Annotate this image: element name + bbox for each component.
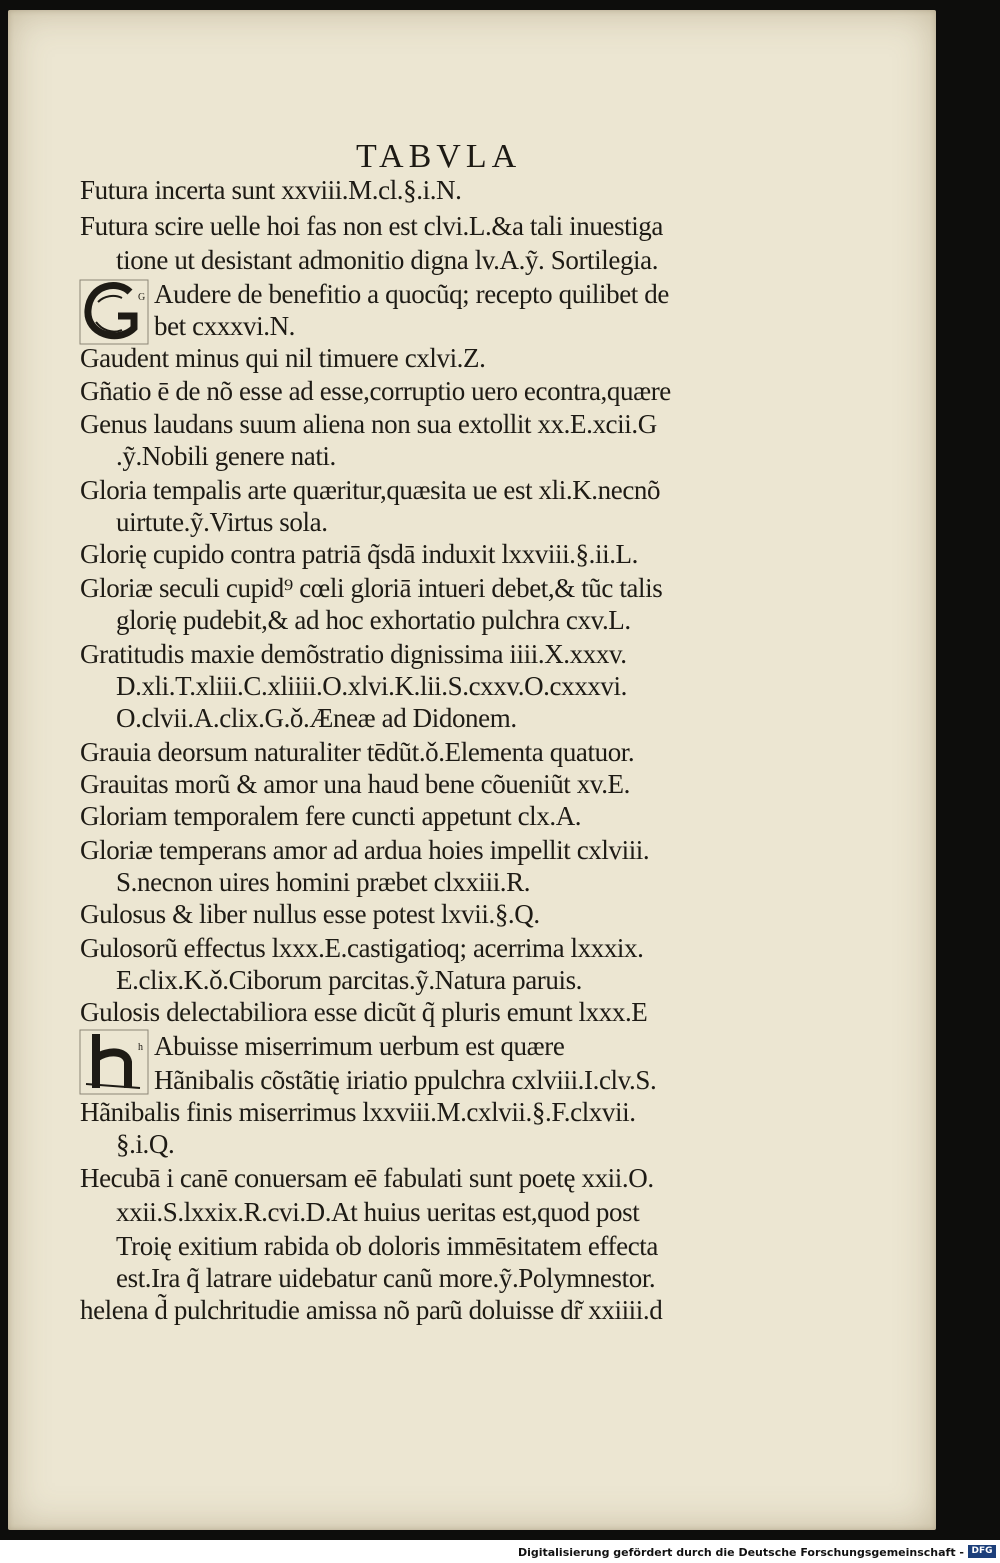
- text-line: E.clix.K.ǒ.Ciborum parcitas.ỹ.Natura paruis.: [116, 965, 583, 995]
- text-line: tione ut desistant admonitio digna lv.A.ỹ. Sortilegia.: [116, 245, 659, 275]
- text-line: xxii.S.lxxix.R.cvi.D.At huius ueritas est,quod post: [116, 1197, 640, 1227]
- text-line: Gñatio ē de nõ esse ad esse,corruptio uero econtra,quære: [80, 376, 671, 406]
- text-line: glorię pudebit,& ad hoc exhortatio pulchra cxv.L.: [116, 605, 631, 635]
- text-line: bet cxxxvi.N.: [154, 311, 296, 341]
- text-line: D.xli.T.xliii.C.xliiii.O.xlvi.K.lii.S.cxxv.O.cxxxvi.: [116, 671, 627, 701]
- text-line: Hãnibalis finis miserrimus lxxviii.M.cxlvii.§.F.clxvii.: [80, 1097, 636, 1127]
- text-line: est.Ira q̃ latrare uidebatur canũ more.ỹ.Polymnestor.: [116, 1263, 656, 1293]
- text-line: Troię exitium rabida ob doloris immēsitatem effecta: [116, 1231, 658, 1261]
- text-line: Gulosis delectabiliora esse dicũt q̃ pluris emunt lxxx.E: [80, 997, 648, 1027]
- text-line: Futura scire uelle hoi fas non est clvi.L.&a tali inuestiga: [80, 211, 663, 241]
- initial-h-icon: [78, 1028, 150, 1096]
- text-line: S.necnon uires homini præbet clxxiii.R.: [116, 867, 531, 897]
- page-title: TABVLA: [356, 138, 522, 175]
- dfg-logo: DFG: [968, 1545, 996, 1558]
- text-line: uirtute.ỹ.Virtus sola.: [116, 507, 328, 537]
- text-line: Gloriæ temperans amor ad ardua hoies impellit cxlviii.: [80, 835, 650, 865]
- text-line: Genus laudans suum aliena non sua extollit xx.E.xcii.G: [80, 409, 657, 439]
- initial-g-text: G: [138, 292, 146, 303]
- text-line: Abuisse miserrimum uerbum est quære: [154, 1031, 565, 1061]
- text-line: .ỹ.Nobili genere nati.: [116, 441, 336, 471]
- text-line: Gloriæ seculi cupid⁹ cœli gloriā intueri debet,& tũc talis: [80, 573, 663, 603]
- text-line: Gulosorũ effectus lxxx.E.castigatioq; acerrima lxxxix.: [80, 933, 644, 963]
- text-line: Glorię cupido contra patriā q̃sdā induxit lxxviii.§.ii.L.: [80, 539, 638, 569]
- text-line: Gulosus & liber nullus esse potest lxvii.§.Q.: [80, 899, 540, 929]
- text-line: Hecubā i canē conuersam eē fabulati sunt poetę xxii.O.: [80, 1163, 654, 1193]
- text-line: Gloria tempalis arte quæritur,quæsita ue est xli.K.necnõ: [80, 475, 661, 505]
- text-line: Grauia deorsum naturaliter tēdũt.ǒ.Elementa quatuor.: [80, 737, 635, 767]
- text-line: Hãnibalis cõstãtię iriatio ppulchra cxlviii.I.clv.S.: [154, 1065, 657, 1095]
- text-line: Grauitas morũ & amor una haud bene cõueniũt xv.E.: [80, 769, 630, 799]
- text-line: Gloriam temporalem fere cuncti appetunt clx.A.: [80, 801, 582, 831]
- digitization-credit: Digitalisierung gefördert durch die Deutsche Forschungsgemeinschaft -: [517, 1546, 964, 1559]
- initial-h-text: h: [138, 1042, 143, 1053]
- initial-g-icon: [78, 278, 150, 346]
- text-line: O.clvii.A.clix.G.ǒ.Æneæ ad Didonem.: [116, 703, 517, 733]
- text-line: §.i.Q.: [116, 1129, 175, 1159]
- text-line: helena d̃ pulchritudie amissa nõ parũ doluisse dr̃ xxiiii.d: [80, 1295, 663, 1325]
- text-line: Gaudent minus qui nil timuere cxlvi.Z.: [80, 343, 486, 373]
- text-line: Gratitudis maxie demõstratio dignissima iiii.X.xxxv.: [80, 639, 627, 669]
- text-line: Futura incerta sunt xxviii.M.cl.§.i.N.: [80, 175, 462, 205]
- text-line: Audere de benefitio a quocũq; recepto quilibet de: [154, 279, 669, 309]
